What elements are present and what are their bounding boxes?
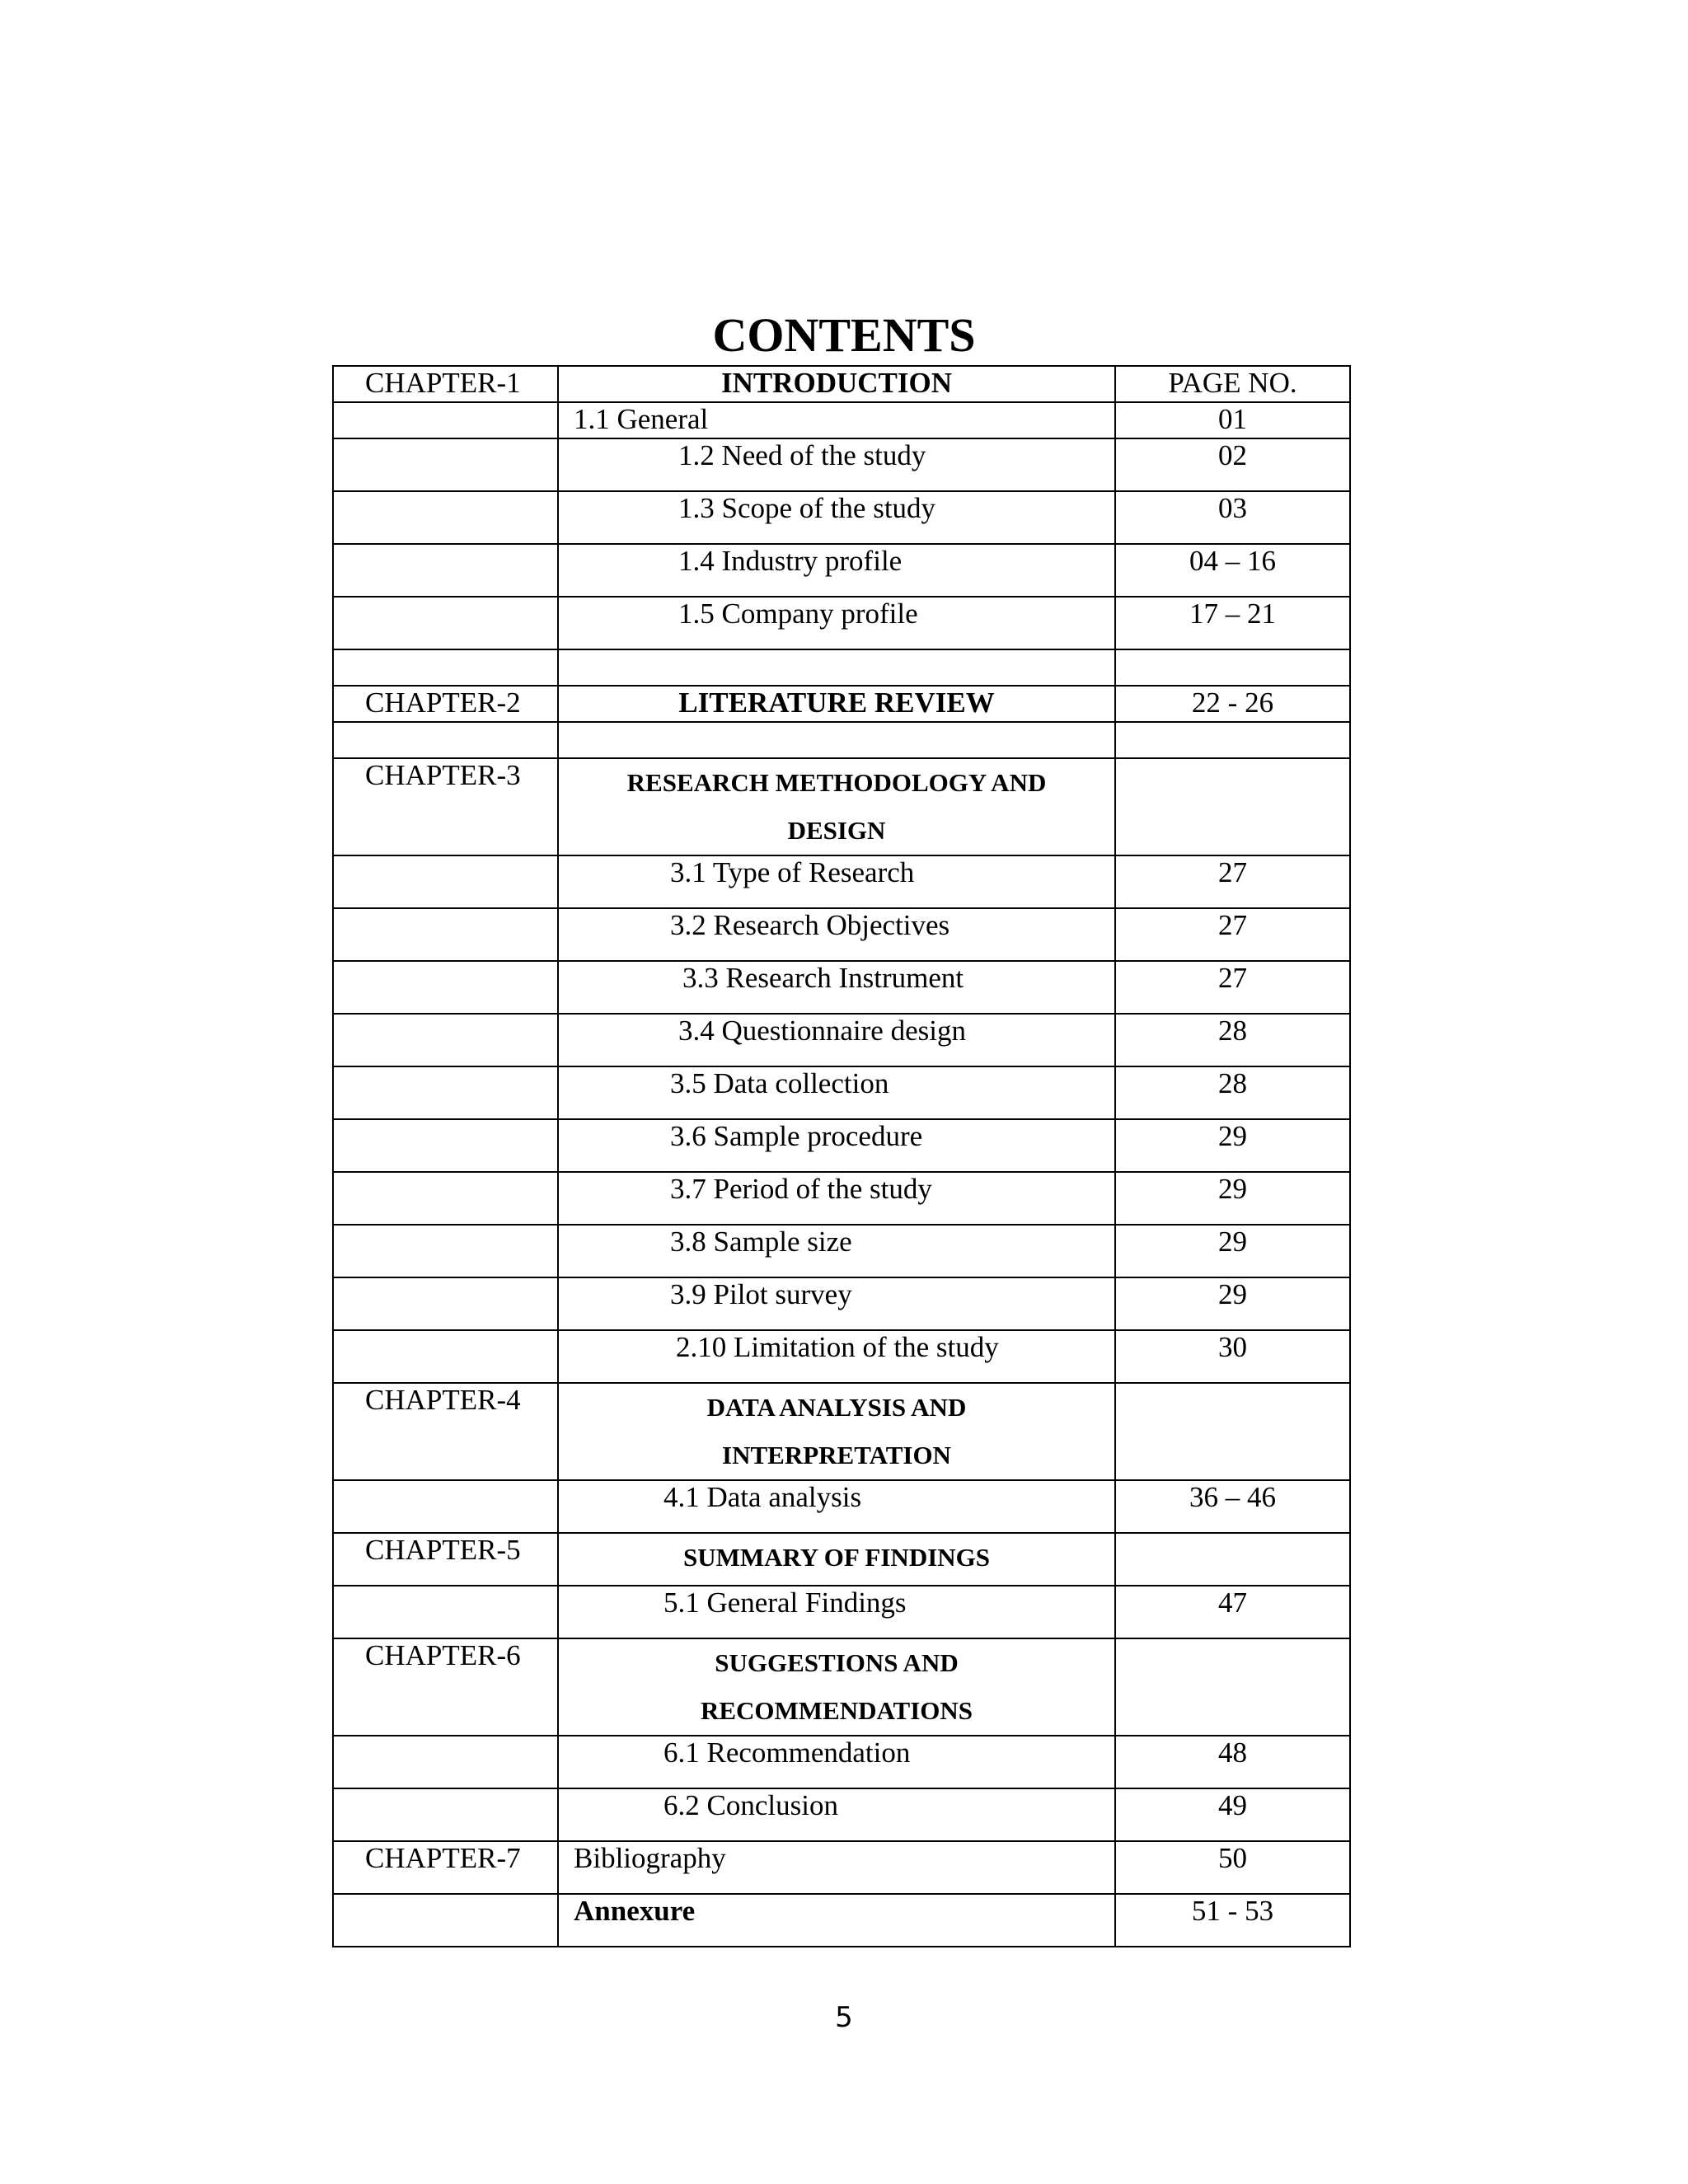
chapter-cell: [333, 855, 558, 908]
chapter-cell: [333, 544, 558, 597]
table-row: [333, 597, 1350, 649]
chapter-cell: [333, 1277, 558, 1330]
table-row: [333, 544, 1350, 597]
table-row: [333, 491, 1350, 544]
chapter-cell: [333, 961, 558, 1014]
page-cell: 27: [1115, 855, 1350, 908]
page-cell: [1115, 1383, 1350, 1480]
section-cell: 1.3 Scope of the study: [558, 491, 1115, 544]
table-row: [333, 1014, 1350, 1066]
page-cell: 01: [1115, 402, 1350, 438]
chapter-cell: [333, 1894, 558, 1947]
chapter-cell: [333, 1788, 558, 1841]
page-title: CONTENTS: [712, 308, 976, 362]
table-row: [333, 1586, 1350, 1638]
page-cell: 29: [1115, 1225, 1350, 1277]
section-cell: Bibliography: [558, 1841, 1115, 1894]
section-cell: 3.1 Type of Research: [558, 855, 1115, 908]
chapter-cell: [333, 1480, 558, 1533]
section-cell: 3.6 Sample procedure: [558, 1119, 1115, 1172]
page-cell: 27: [1115, 961, 1350, 1014]
section-cell: 3.7 Period of the study: [558, 1172, 1115, 1225]
section-cell: 5.1 General Findings: [558, 1586, 1115, 1638]
chapter-cell: CHAPTER-6: [333, 1638, 558, 1736]
table-row: [333, 1480, 1350, 1533]
table-row: [333, 855, 1350, 908]
chapter-cell: [333, 1330, 558, 1383]
table-row: [333, 1277, 1350, 1330]
table-row: [333, 649, 1350, 686]
table-row: [333, 1841, 1350, 1894]
page-number: 5: [835, 2001, 853, 2034]
page-cell: 04 – 16: [1115, 544, 1350, 597]
table-row: [333, 402, 1350, 438]
chapter-cell: [333, 1225, 558, 1277]
table-row: [333, 1330, 1350, 1383]
table-row: [333, 1638, 1350, 1736]
table-row: [333, 1736, 1350, 1788]
table-row: [333, 438, 1350, 491]
page-cell: 29: [1115, 1119, 1350, 1172]
page-cell: 30: [1115, 1330, 1350, 1383]
table-row: [333, 1119, 1350, 1172]
section-cell: 1.5 Company profile: [558, 597, 1115, 649]
table-row: [333, 1894, 1350, 1947]
chapter-cell: [333, 597, 558, 649]
section-cell: SUMMARY OF FINDINGS: [558, 1533, 1115, 1586]
section-cell: DATA ANALYSIS AND INTERPRETATION: [558, 1383, 1115, 1480]
table-row: [333, 1533, 1350, 1586]
chapter-cell: [333, 722, 558, 758]
page-cell: 49: [1115, 1788, 1350, 1841]
page-cell: [1115, 722, 1350, 758]
chapter-cell: CHAPTER-5: [333, 1533, 558, 1586]
chapter-cell: CHAPTER-4: [333, 1383, 558, 1480]
chapter-cell: [333, 1586, 558, 1638]
page-cell: 27: [1115, 908, 1350, 961]
chapter-cell: [333, 491, 558, 544]
section-cell: 3.8 Sample size: [558, 1225, 1115, 1277]
section-cell: RESEARCH METHODOLOGY AND DESIGN: [558, 758, 1115, 855]
chapter-cell: [333, 1014, 558, 1066]
section-cell: 1.4 Industry profile: [558, 544, 1115, 597]
table-header-row: [333, 366, 1350, 402]
table-row: [333, 1788, 1350, 1841]
chapter-cell: [333, 1736, 558, 1788]
page-cell: 48: [1115, 1736, 1350, 1788]
section-cell: LITERATURE REVIEW: [558, 686, 1115, 722]
page-cell: 17 – 21: [1115, 597, 1350, 649]
section-cell: 1.2 Need of the study: [558, 438, 1115, 491]
page-cell: 03: [1115, 491, 1350, 544]
page-cell: 29: [1115, 1277, 1350, 1330]
table-row: [333, 1383, 1350, 1480]
chapter-cell: CHAPTER-2: [333, 686, 558, 722]
section-cell: 3.3 Research Instrument: [558, 961, 1115, 1014]
table-row: [333, 758, 1350, 855]
table-row: [333, 961, 1350, 1014]
page-cell: 28: [1115, 1014, 1350, 1066]
page-cell: 50: [1115, 1841, 1350, 1894]
chapter-cell: CHAPTER-7: [333, 1841, 558, 1894]
page-cell: 36 – 46: [1115, 1480, 1350, 1533]
chapter-cell: CHAPTER-1: [333, 366, 558, 402]
section-cell: 2.10 Limitation of the study: [558, 1330, 1115, 1383]
section-heading-cell: INTRODUCTION: [558, 366, 1115, 402]
section-cell: 4.1 Data analysis: [558, 1480, 1115, 1533]
chapter-cell: CHAPTER-3: [333, 758, 558, 855]
table-row: [333, 722, 1350, 758]
page-cell: [1115, 649, 1350, 686]
table-row: [333, 686, 1350, 722]
chapter-cell: [333, 438, 558, 491]
section-cell: 6.1 Recommendation: [558, 1736, 1115, 1788]
section-cell: 6.2 Conclusion: [558, 1788, 1115, 1841]
page-cell: 51 - 53: [1115, 1894, 1350, 1947]
page-header-cell: PAGE NO.: [1115, 366, 1350, 402]
chapter-cell: [333, 1066, 558, 1119]
section-cell: 3.4 Questionnaire design: [558, 1014, 1115, 1066]
page-cell: 47: [1115, 1586, 1350, 1638]
table-row: [333, 1225, 1350, 1277]
table-row: [333, 908, 1350, 961]
page-cell: 29: [1115, 1172, 1350, 1225]
section-cell: SUGGESTIONS AND RECOMMENDATIONS: [558, 1638, 1115, 1736]
page-cell: [1115, 758, 1350, 855]
page-cell: 28: [1115, 1066, 1350, 1119]
page-cell: [1115, 1533, 1350, 1586]
section-cell: [558, 649, 1115, 686]
section-cell: [558, 722, 1115, 758]
section-cell: 3.2 Research Objectives: [558, 908, 1115, 961]
section-cell: Annexure: [558, 1894, 1115, 1947]
chapter-cell: [333, 1172, 558, 1225]
section-cell: 3.9 Pilot survey: [558, 1277, 1115, 1330]
page-cell: 02: [1115, 438, 1350, 491]
table-row: [333, 1066, 1350, 1119]
section-cell: 3.5 Data collection: [558, 1066, 1115, 1119]
chapter-cell: [333, 908, 558, 961]
chapter-cell: [333, 649, 558, 686]
contents-table: [332, 365, 1351, 1947]
page-cell: 22 - 26: [1115, 686, 1350, 722]
chapter-cell: [333, 1119, 558, 1172]
page-cell: [1115, 1638, 1350, 1736]
table-row: [333, 1172, 1350, 1225]
chapter-cell: [333, 402, 558, 438]
section-cell: 1.1 General: [558, 402, 1115, 438]
